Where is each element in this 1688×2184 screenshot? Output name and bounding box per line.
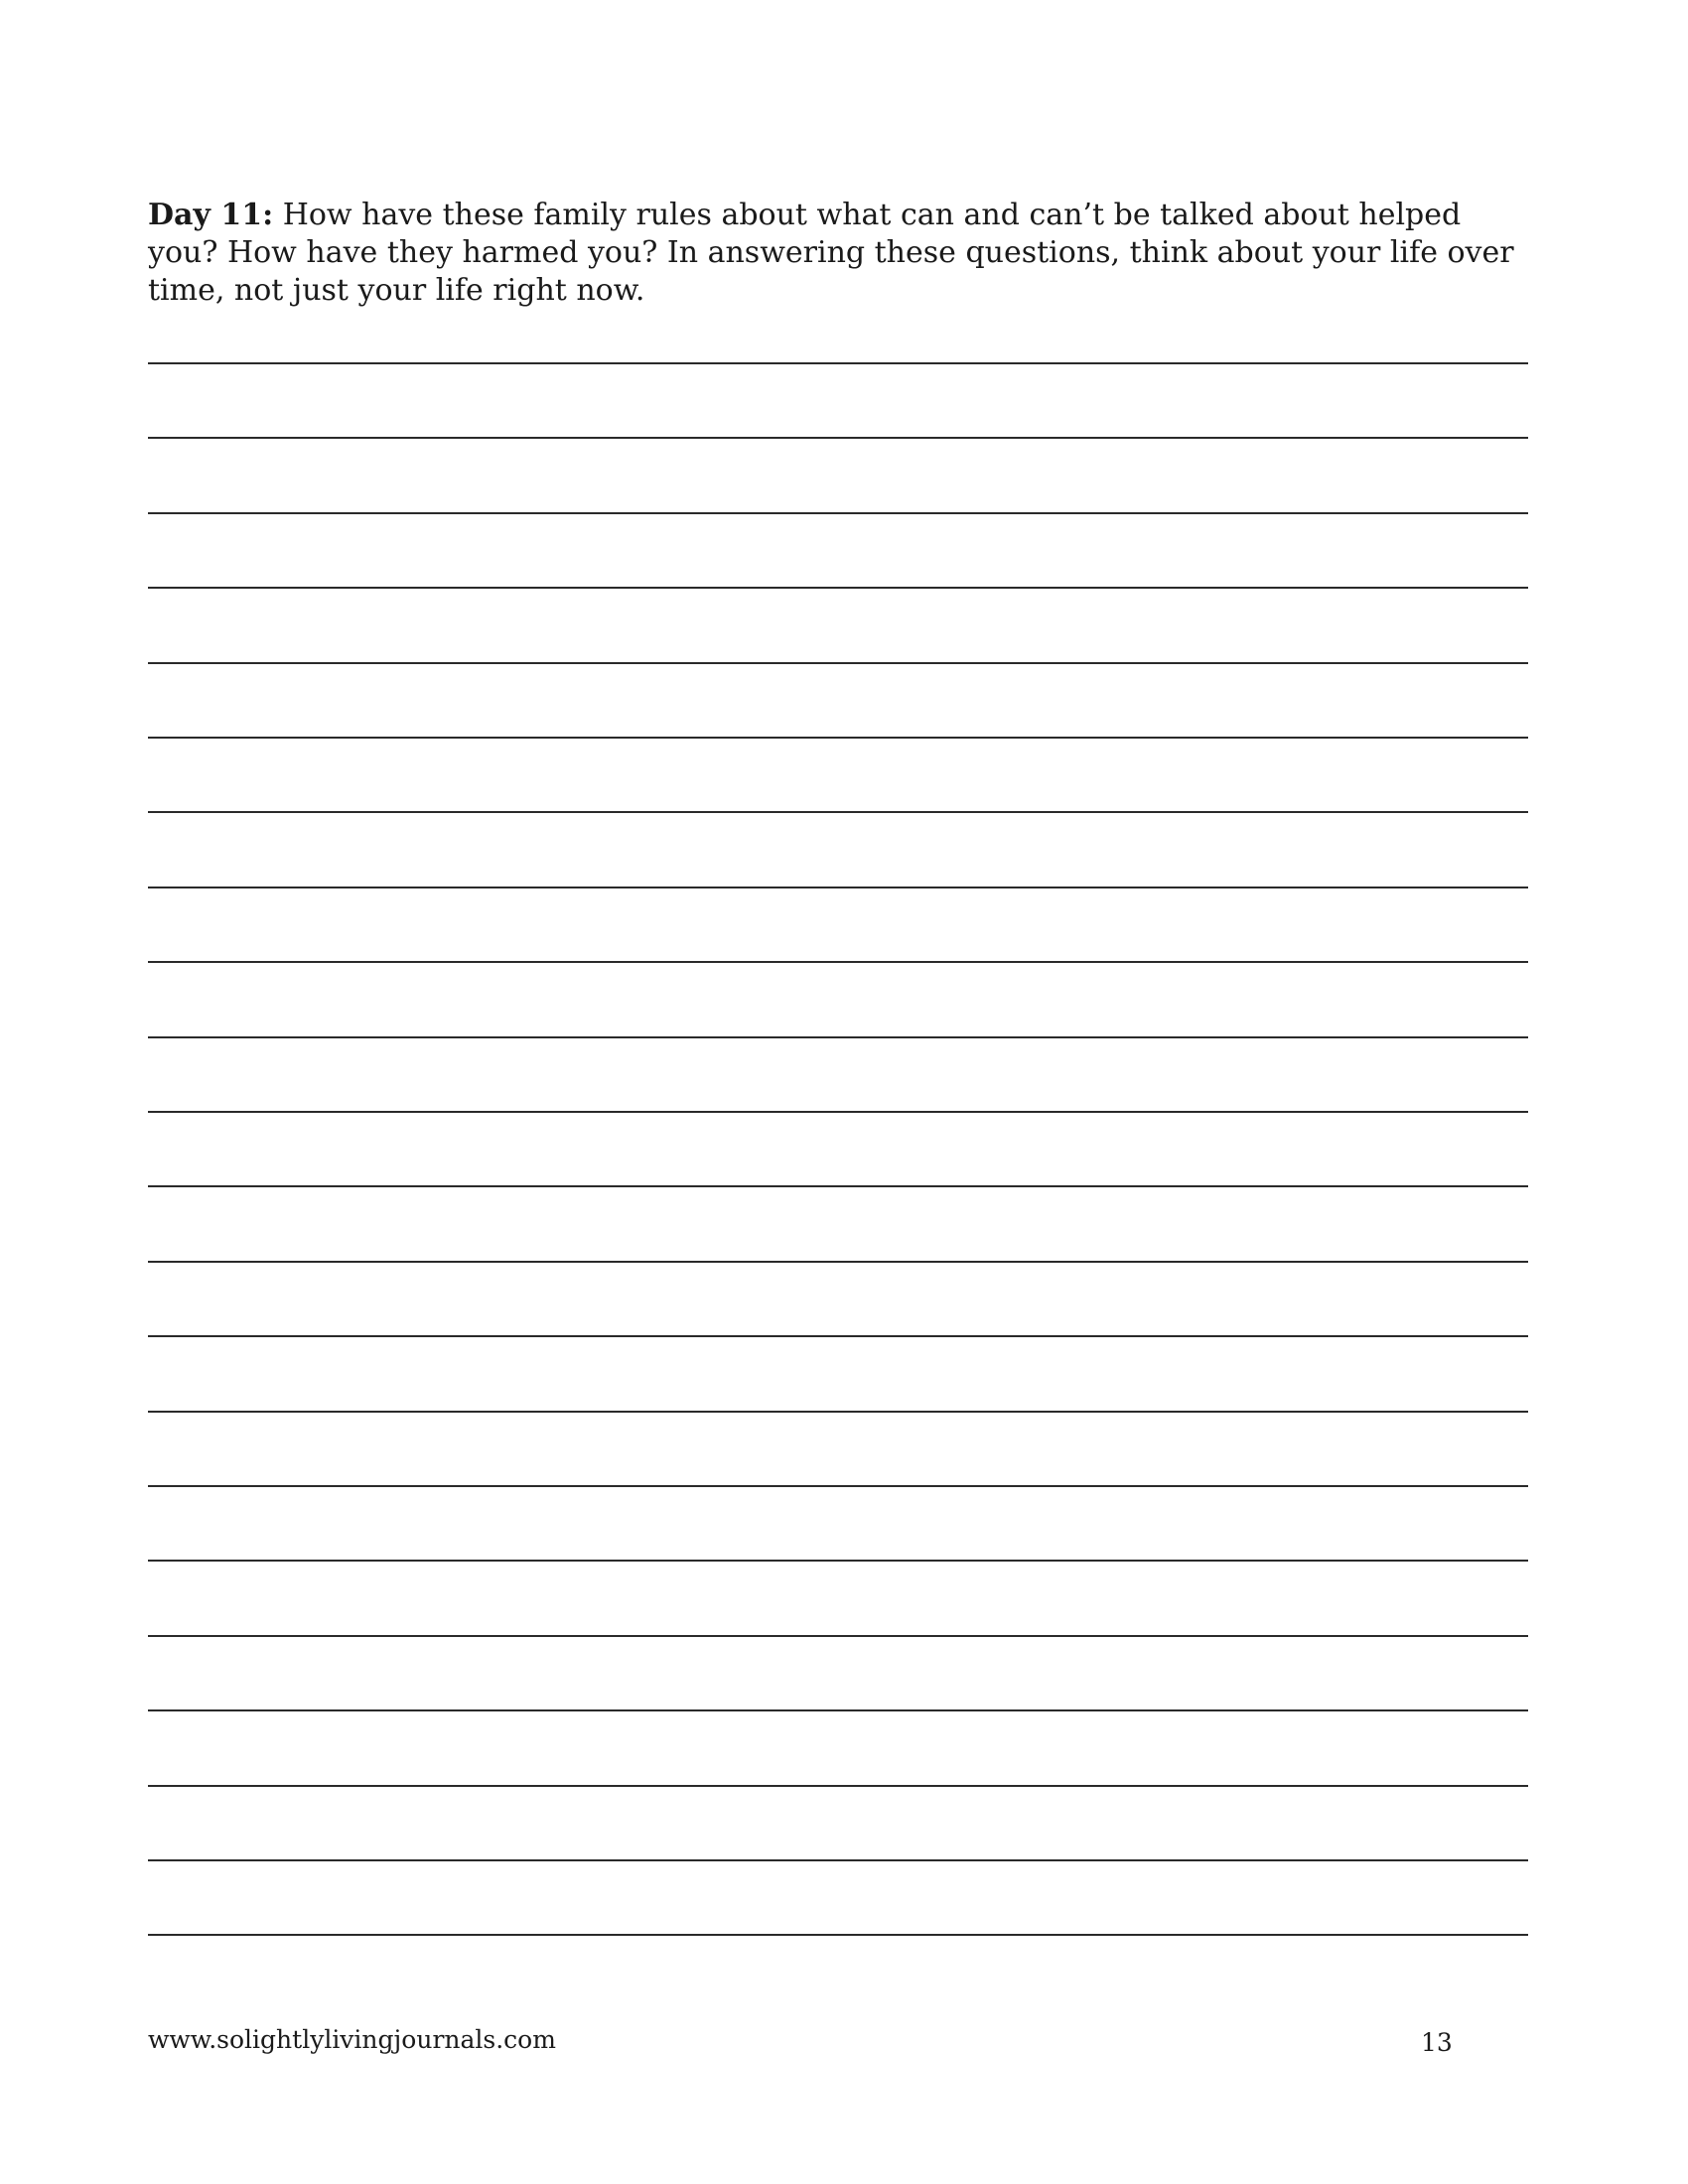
- writing-line: [148, 1036, 1528, 1038]
- writing-line: [148, 1185, 1528, 1187]
- writing-line: [148, 362, 1528, 364]
- writing-line: [148, 737, 1528, 739]
- writing-line: [148, 662, 1528, 664]
- day-label: Day 11:: [148, 198, 274, 232]
- writing-line: [148, 1635, 1528, 1637]
- journal-prompt: [148, 197, 1528, 310]
- writing-line: [148, 1709, 1528, 1711]
- writing-line: [148, 1560, 1528, 1562]
- writing-line: [148, 1859, 1528, 1861]
- page-number: 13: [1421, 2028, 1453, 2057]
- writing-line: [148, 887, 1528, 888]
- writing-line: [148, 512, 1528, 514]
- prompt-text: How have these family rules about what can and can’t be talked about helped you? How have they harmed you? In answering these questions, think about your life over time, not just your life right now.: [148, 198, 1514, 308]
- writing-line: [148, 1934, 1528, 1936]
- writing-line: [148, 1411, 1528, 1413]
- writing-line: [148, 1111, 1528, 1113]
- writing-line: [148, 1335, 1528, 1337]
- writing-line: [148, 587, 1528, 589]
- writing-line: [148, 1485, 1528, 1487]
- writing-line: [148, 811, 1528, 813]
- footer-url: www.solightlylivingjournals.com: [148, 2025, 556, 2054]
- writing-line: [148, 1261, 1528, 1263]
- writing-lines-area: [148, 328, 1528, 1936]
- writing-line: [148, 961, 1528, 963]
- writing-line: [148, 437, 1528, 439]
- writing-line: [148, 1785, 1528, 1787]
